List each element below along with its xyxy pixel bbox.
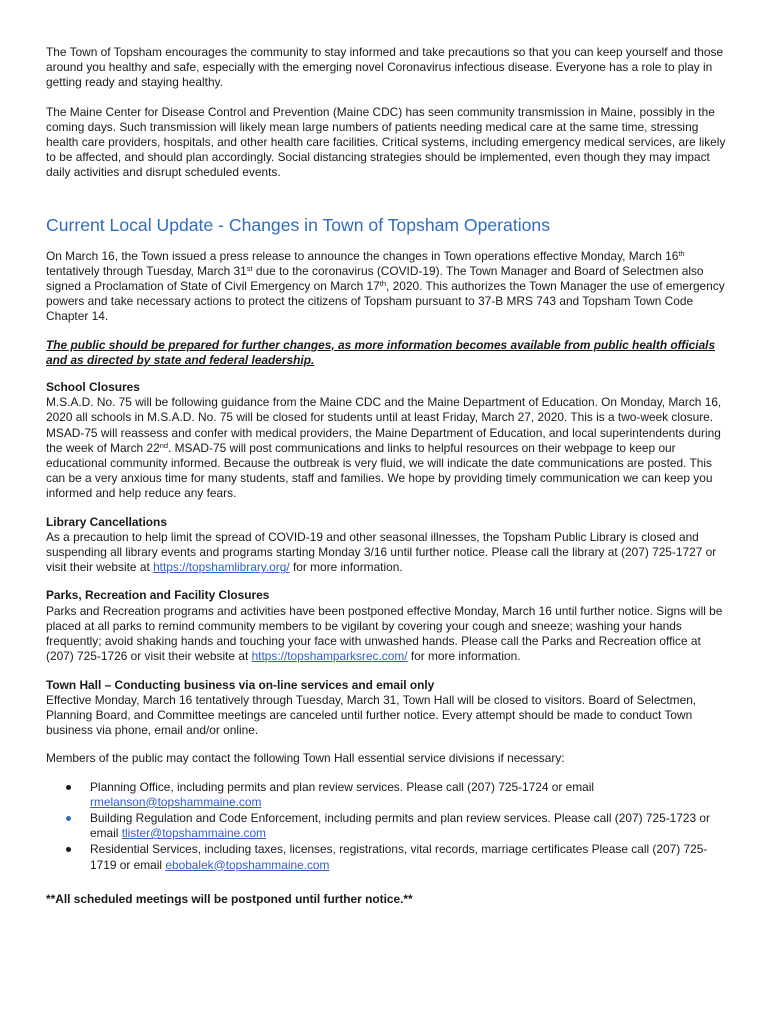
parks-text-2: for more information. (407, 649, 521, 664)
building-email-link[interactable]: tlister@topshammaine.com (121, 826, 266, 841)
members-paragraph: Members of the public may contact the following Town Hall essential service divisions if necessary: (46, 751, 565, 766)
update-ordinal-3: th (379, 279, 387, 289)
update-ordinal-1: th (678, 248, 685, 258)
update-text-2: tentatively through Tuesday, March 31 (46, 263, 247, 278)
intro-paragraph-2: The Maine Center for Disease Control and Prevention (Maine CDC) has seen community transmission in Maine, possibly in the coming days. Such transmission will likely mean large numbers of patients needing medical care at the same time, stressing health care providers, hospitals, and other health care facilities. Critical systems, including emergency medical services, are likely to be affected, and should plan accordingly. Social distancing strategies should be implemented, even though they may impact daily activities and disrupt scheduled events. (46, 104, 726, 180)
parks-section (46, 588, 728, 664)
update-text-1: On March 16, the Town issued a press release to announce the changes in Town operations effective Monday, March 16 (46, 248, 679, 263)
intro-paragraph-1: The Town of Topsham encourages the community to stay informed and take precautions so that you can keep yourself and those around you healthy and safe, especially with the emerging novel Coronavirus infectious disease. Everyone has a role to play in getting ready and staying healthy. (46, 45, 724, 90)
list-item-building (46, 811, 728, 841)
school-text-2: . MSAD-75 will post communications and links to helpful resources on their webpage to keep our educational community informed. Because the outbreak is very fluid, we will indicate the date communications are posted. This can be a very anxious time for many students, staff and families. We hope by providing timely communication we can keep you informed and help reduce any fears. (46, 440, 713, 501)
building-text: Building Regulation and Code Enforcement, including permits and plan review services. Please call (207) 725-1723 or email (90, 810, 710, 841)
service-list (46, 780, 728, 873)
planning-text: Planning Office, including permits and plan review services. Please call (207) 725-1724 or email (90, 779, 595, 794)
bullet-icon (66, 816, 71, 821)
library-body (46, 530, 728, 576)
residential-text: Residential Services, including taxes, licenses, registrations, vital records, marriage certificates Please call (207) 725-1719 or email (90, 842, 708, 872)
school-closures-body (46, 395, 728, 501)
town-hall-title: Town Hall – Conducting business via on-line services and email only (46, 677, 435, 692)
public-warning: The public should be prepared for further changes, as more information becomes available from public health officials and as directed by state and federal leadership. (46, 337, 716, 367)
planning-email-link[interactable]: rmelanson@topshammaine.com (90, 794, 262, 809)
town-hall-body: Effective Monday, March 16 tentatively through Tuesday, March 31, Town Hall will be closed to visitors. Board of Selectmen, Planning Board, and Committee meetings are canceled until further notice. Every attempt should be made to conduct Town business via phone, email and/or online. (46, 692, 697, 738)
final-notice: **All scheduled meetings will be postponed until further notice.** (46, 891, 413, 906)
parks-website-link[interactable]: https://topshamparksrec.com/ (251, 649, 408, 664)
library-text-2: for more information. (289, 560, 403, 575)
bullet-icon (66, 785, 71, 790)
town-hall-section (46, 678, 728, 739)
school-closures-section (46, 380, 728, 502)
parks-title: Parks, Recreation and Facility Closures (46, 588, 270, 603)
bullet-icon (66, 847, 71, 852)
school-closures-title: School Closures (46, 380, 140, 395)
library-text-1: As a precaution to help limit the spread of COVID-19 and other seasonal illnesses, the Topsham Public Library is closed and suspending all library events and programs starting Monday 3/16 until further notice. Please call the library at (207) 725-1727 or visit their website at (46, 529, 717, 575)
parks-text-1: Parks and Recreation programs and activities have been postponed effective Monday, March 16 until further notice. Signs will be placed at all parks to remind community members to be vigilant by covering your cough and sneeze; washing your hands frequently; avoid shaking hands and touching your face with unwashed hands. Please call the Parks and Recreation office at (207) 725-1726 or visit their website at (46, 603, 723, 664)
update-text-4: , 2020. This authorizes the Town Manager the use of emergency powers and take necessary actions to protect the citizens of Topsham pursuant to 37-B MRS 743 and Topsham Town Code Chapter 14. (46, 279, 725, 324)
update-ordinal-2: st (246, 263, 253, 273)
list-item-residential (46, 842, 728, 872)
list-item-planning (46, 780, 728, 810)
section-heading: Current Local Update - Changes in Town of Topsham Operations (46, 214, 550, 235)
school-ordinal: nd (159, 440, 169, 450)
library-website-link[interactable]: https://topshamlibrary.org/ (153, 560, 290, 575)
residential-email-link[interactable]: ebobalek@topshammaine.com (165, 857, 330, 872)
parks-body (46, 604, 728, 665)
update-text-3: due to the coronavirus (COVID-19). The Town Manager and Board of Selectmen also signed a Proclamation of State of Civil Emergency on March 17 (46, 263, 704, 294)
update-paragraph (46, 249, 728, 325)
school-text-1: M.S.A.D. No. 75 will be following guidance from the Maine CDC and the Maine Department of Education. On Monday, March 16, 2020 all schools in M.S.A.D. No. 75 will be closed for students until at least Friday, March 27, 2020. This is a two-week closure. MSAD-75 will reassess and confer with medical providers, the Maine Department of Education, and local superintendents during the week of March 22 (46, 395, 722, 455)
library-section (46, 515, 728, 576)
library-title: Library Cancellations (46, 514, 167, 529)
